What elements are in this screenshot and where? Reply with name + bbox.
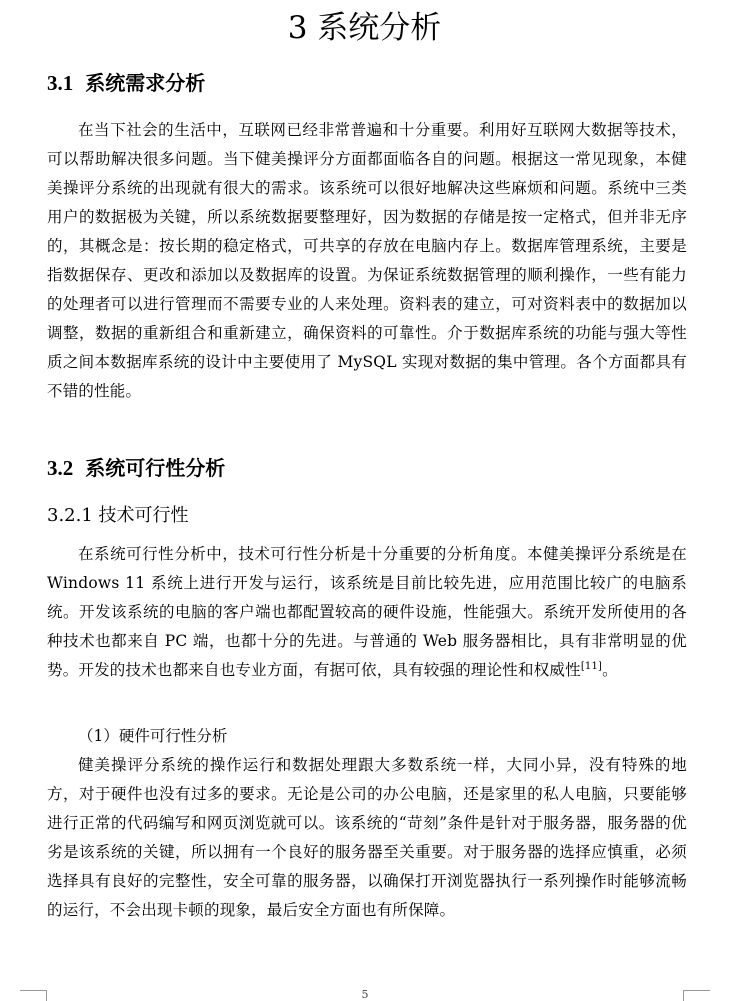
hardware-subheading: （1）硬件可行性分析 (78, 727, 228, 745)
section-heading-3-1 (47, 68, 205, 98)
crop-mark-left (20, 990, 47, 1001)
page-number: 5 (361, 988, 369, 1001)
section-number: 3.2 (47, 456, 74, 480)
paragraph-requirements: 在当下社会的生活中，互联网已经非常普遍和十分重要。利用好互联网大数据等技术，可以帮助解决很多问题。当下健美操评分方面都面临各自的问题。根据这一常见现象，本健美操评分系统的出现就有很大的需求。该系统可以很好地解决这些麻烦和问题。系统中三类用户的数据极为关键，所以系统数据要整理好，因为数据的存储是按一定格式，但并非无序的，其概念是：按长期的稳定格式，可共享的存放在电脑内存上。数据库管理系统，主要是指数据保存、更改和添加以及数据库的设置。为保证系统数据管理的顺利操作，一些有能力的处理者可以进行管理而不需要专业的人来处理。资料表的建立，可对资料表中的数据加以调整，数据的重新组合和重新建立，确保资料的可靠性。介于数据库系统的功能与强大等性质之间本数据库系统的设计中主要使用了 MySQL 实现对数据的集中管理。各个方面都具有不错的性能。 (47, 121, 687, 400)
section-heading-3-2 (47, 453, 225, 483)
paragraph-text: 在系统可行性分析中，技术可行性分析是十分重要的分析角度。本健美操评分系统是在 Windows 11 系统上进行开发与运行，该系统是目前比较先进，应用范围比较广的电脑系统。开发该系统的电脑的客户端也都配置较高的硬件设施，性能强大。系统开发所使用的各种技术也都来自 PC 端，也都十分的先进。与普通的 Web 服务器相比，具有非常明显的优势。开发的技术也都来自也专业方面，有据可依，具有较强的理论性和权威性 (47, 545, 687, 679)
paragraph-hardware: 健美操评分系统的操作运行和数据处理跟大多数系统一样，大同小异，没有特殊的地方，对于硬件也没有过多的要求。无论是公司的办公电脑，还是家里的私人电脑，只要能够进行正常的代码编写和网页浏览就可以。该系统的“苛刻”条件是针对于服务器，服务器的优劣是该系统的关键，所以拥有一个良好的服务器至关重要。对于服务器的选择应慎重，必须选择具有良好的完整性，安全可靠的服务器，以确保打开浏览器执行一系列操作时能够流畅的运行，不会出现卡顿的现象，最后安全方面也有所保障。 (47, 756, 687, 919)
crop-mark-right (683, 990, 710, 1001)
paragraph-technical (47, 540, 687, 685)
subsection-heading-3-2-1: 3.2.1 技术可行性 (47, 505, 189, 526)
section-title: 系统可行性分析 (85, 456, 226, 480)
chapter-title: 3 系统分析 (287, 10, 442, 46)
citation: [11] (580, 661, 603, 672)
paragraph-end: 。 (602, 661, 618, 679)
section-title: 系统需求分析 (85, 71, 206, 95)
section-number: 3.1 (47, 71, 74, 95)
